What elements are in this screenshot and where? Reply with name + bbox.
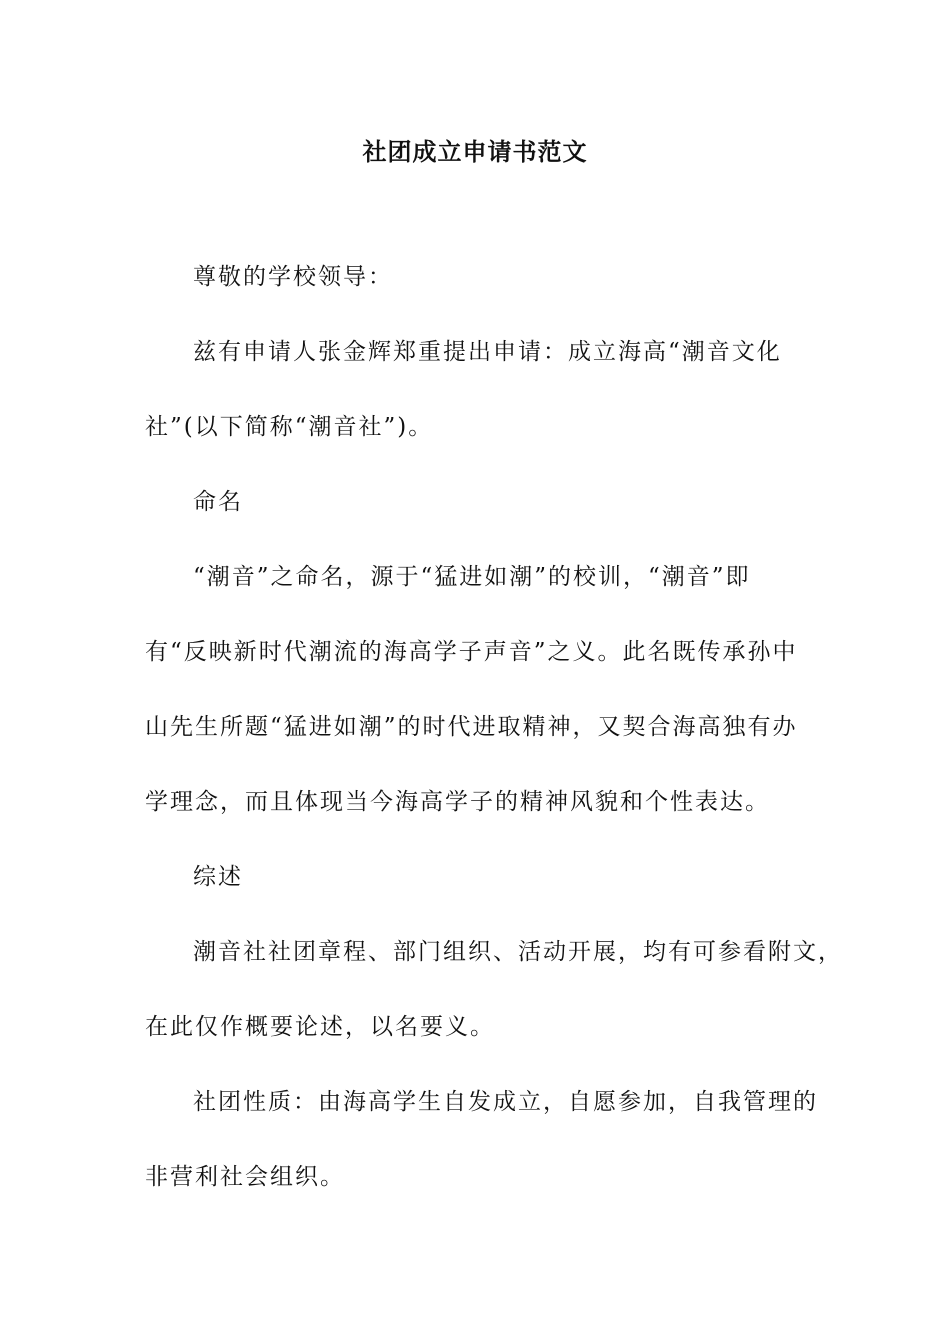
paragraph-naming-line-4: 学理念，而且体现当今海高学子的精神风貌和个性表达。 [145, 789, 770, 815]
paragraph-nature-line-2: 非营利社会组织。 [145, 1164, 345, 1190]
paragraph-naming-line-3: 山先生所题“猛进如潮”的时代进取精神，又契合海高独有办 [145, 714, 798, 740]
salutation: 尊敬的学校领导： [193, 264, 393, 290]
paragraph-naming-line-2: 有“反映新时代潮流的海高学子声音”之义。此名既传承孙中 [145, 639, 798, 665]
paragraph-intro-line-2: 社”(以下简称“潮音社”)。 [145, 414, 434, 440]
paragraph-overview-line-2: 在此仅作概要论述，以名要义。 [145, 1014, 495, 1040]
paragraph-intro-line-1: 兹有申请人张金辉郑重提出申请：成立海高“潮音文化 [193, 339, 782, 365]
paragraph-overview-line-1: 潮音社社团章程、部门组织、活动开展，均有可参看附文， [193, 939, 843, 965]
section-heading-naming: 命名 [193, 489, 243, 515]
paragraph-naming-line-1: “潮音”之命名，源于“猛进如潮”的校训，“潮音”即 [193, 564, 751, 590]
paragraph-nature-line-1: 社团性质：由海高学生自发成立，自愿参加，自我管理的 [193, 1089, 818, 1115]
page-title: 社团成立申请书范文 [362, 137, 588, 166]
section-heading-overview: 综述 [193, 864, 243, 890]
